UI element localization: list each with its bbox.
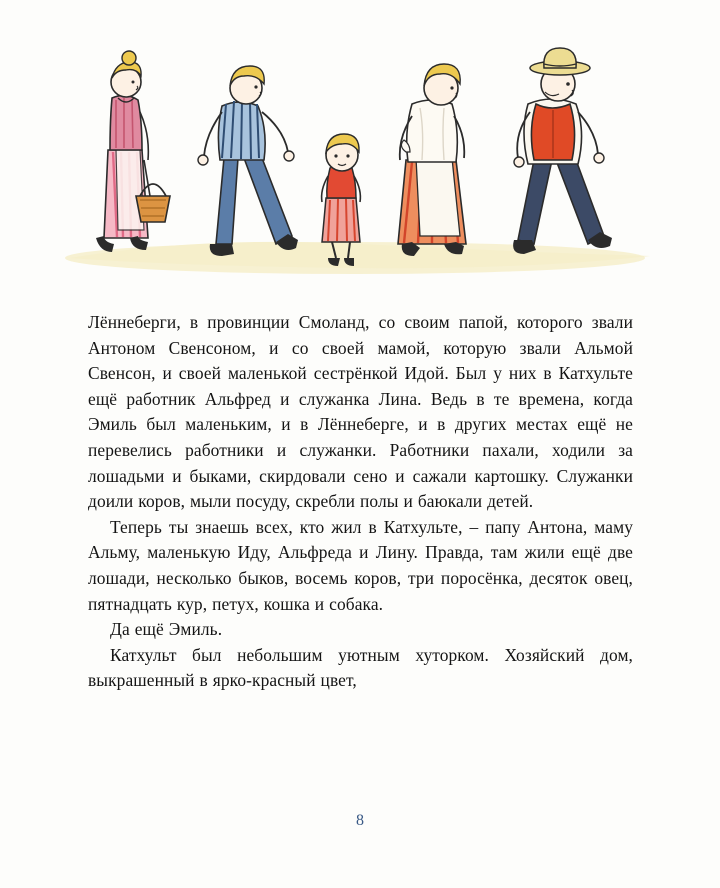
walking-family-illustration	[0, 0, 720, 290]
figure-woman-in-striped-skirt	[398, 64, 466, 256]
body-text	[88, 310, 633, 694]
paragraph-1: Лённеберги, в провинции Смоланд, со своим папой, которого звали Антоном Свенсоном, и со своей мамой, которую звали Альмой Свенсон, и своей маленькой сестрёнкой Идой. Был у них в Катхульте ещё работник Альфред и служанка Лина. Ведь в те времена, когда Эмиль был маленьким, и в Лённеберге, и в других местах ещё не перевелись работники и служанки. Работники пахали, ходили за лошадьми и быками, скирдовали сено и сажали картошку. Служанки доили коров, мыли посуду, скребли полы и баюкали детей.	[88, 312, 633, 512]
paragraph-3: Да ещё Эмиль.	[110, 619, 223, 640]
paragraph-4: Катхульт был небольшим уютным хуторком. Хозяйский дом, выкрашенный в ярко-красный цвет,	[88, 644, 633, 691]
paragraph-2: Теперь ты знаешь всех, кто жил в Катхульте, – папу Антона, маму Альму, маленькую Иду, Альфреда и Лину. Правда, там жили ещё две лошади, несколько быков, восемь коров, три поросёнка, десяток овец, пятнадцать кур, петух, кошка и собака.	[88, 516, 633, 614]
figure-boy-in-striped-shirt	[198, 66, 298, 256]
page-number: 8	[356, 812, 364, 829]
ground-shadow	[65, 242, 650, 274]
figure-man-in-red-vest	[513, 48, 612, 254]
figure-woman-with-basket	[96, 51, 170, 252]
straw-hat	[530, 48, 590, 75]
